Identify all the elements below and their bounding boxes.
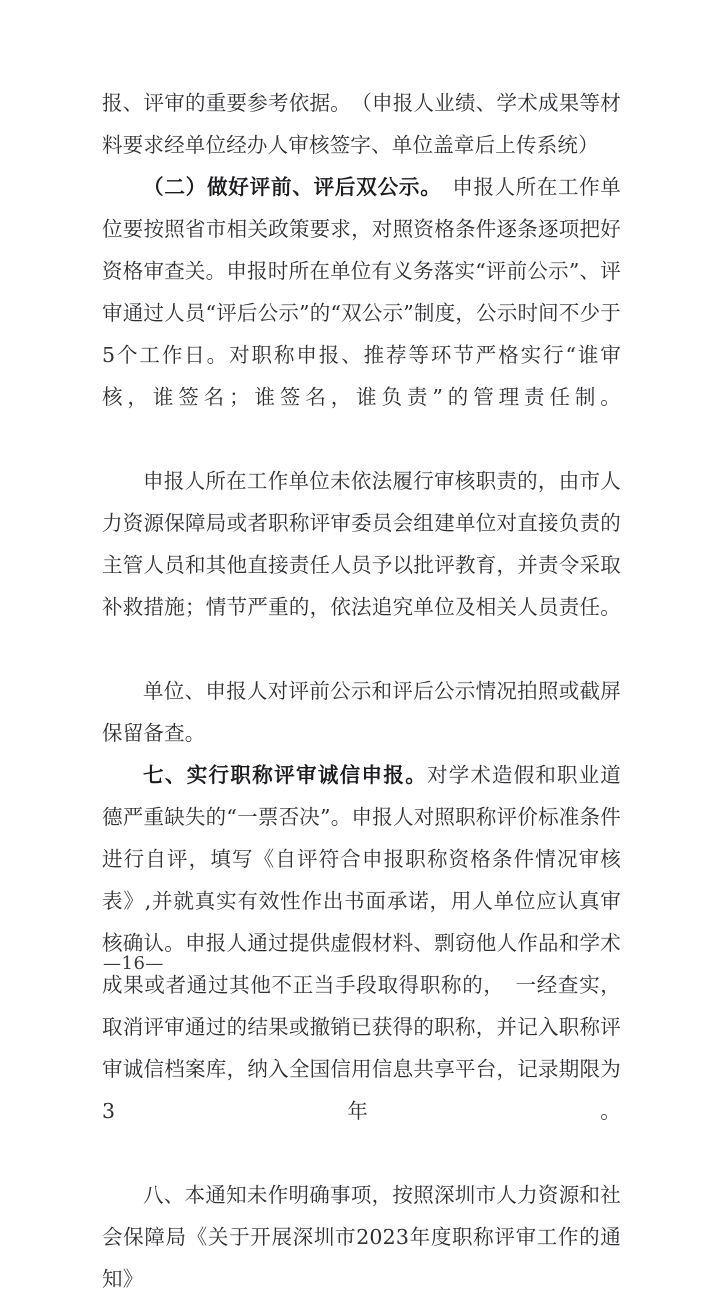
paragraph-text: 报、评审的重要参考依据。 （申报人业绩、学术成果等材料要求经单位经办人审核签字、单位盖章后上传系统） [102, 91, 621, 157]
paragraph-section-8-unspecified-matters [102, 1174, 621, 1300]
paragraph-section-7-integrity-declaration [102, 754, 621, 1174]
paragraph-text: 申报人所在工作单位要按照省市相关政策要求，对照资格条件逐条逐项把好资格审查关。申报时所在单位有义务落实“评前公示”、评审通过人员“评后公示”的“双公示”制度，公示时间不少于5个工作日。对职称申报、推荐等环节严格实行“谁审核，谁签名；谁签名，谁负责”的管理责任制。 [102, 175, 621, 409]
paragraph-text: 对学术造假和职业道德严重缺失的“一票否决”。申报人对照职称评价标准条件进行自评，填写《自评符合申报职称资格条件情况审核表》,并就真实有效性作出书面承诺，用人单位应认真审核确认。申报人通过提供虚假材料、剽窃他人作品和学术成果或者通过其他不正当手段取得职称的， 一经查实，取消评审通过的结果或撤销已获得的职称，并记入职称评审诚信档案库，纳入全国信用信息共享平台，记录期限为3年。 [102, 763, 621, 1123]
paragraph-text: 申报人所在工作单位未依法履行审核职责的，由市人力资源保障局或者职称评审委员会组建单位对直接负责的主管人员和其他直接责任人员予以批评教育，并责令采取补救措施；情节严重的，依法追究单位及相关人员责任。 [102, 469, 621, 619]
document-body [102, 82, 621, 1300]
section-heading-2-label: （二）做好评前、评后双公示。 [143, 175, 432, 199]
paragraph-photo-record-keeping [102, 670, 621, 754]
paragraph-continuation-upload-requirements [102, 82, 621, 166]
paragraph-unit-liability [102, 460, 621, 670]
section-heading-7-label: 七、实行职称评审诚信申报。 [143, 763, 428, 787]
paragraph-text: 单位、申报人对评前公示和评后公示情况拍照或截屏保留备查。 [102, 679, 621, 745]
paragraph-text: 八、本通知未作明确事项，按照深圳市人力资源和社会保障局《关于开展深圳市2023年度职称评审工作的通知》 [102, 1183, 621, 1291]
page-number: —16— [103, 953, 164, 974]
paragraph-section-2-dual-publicity [102, 166, 621, 460]
